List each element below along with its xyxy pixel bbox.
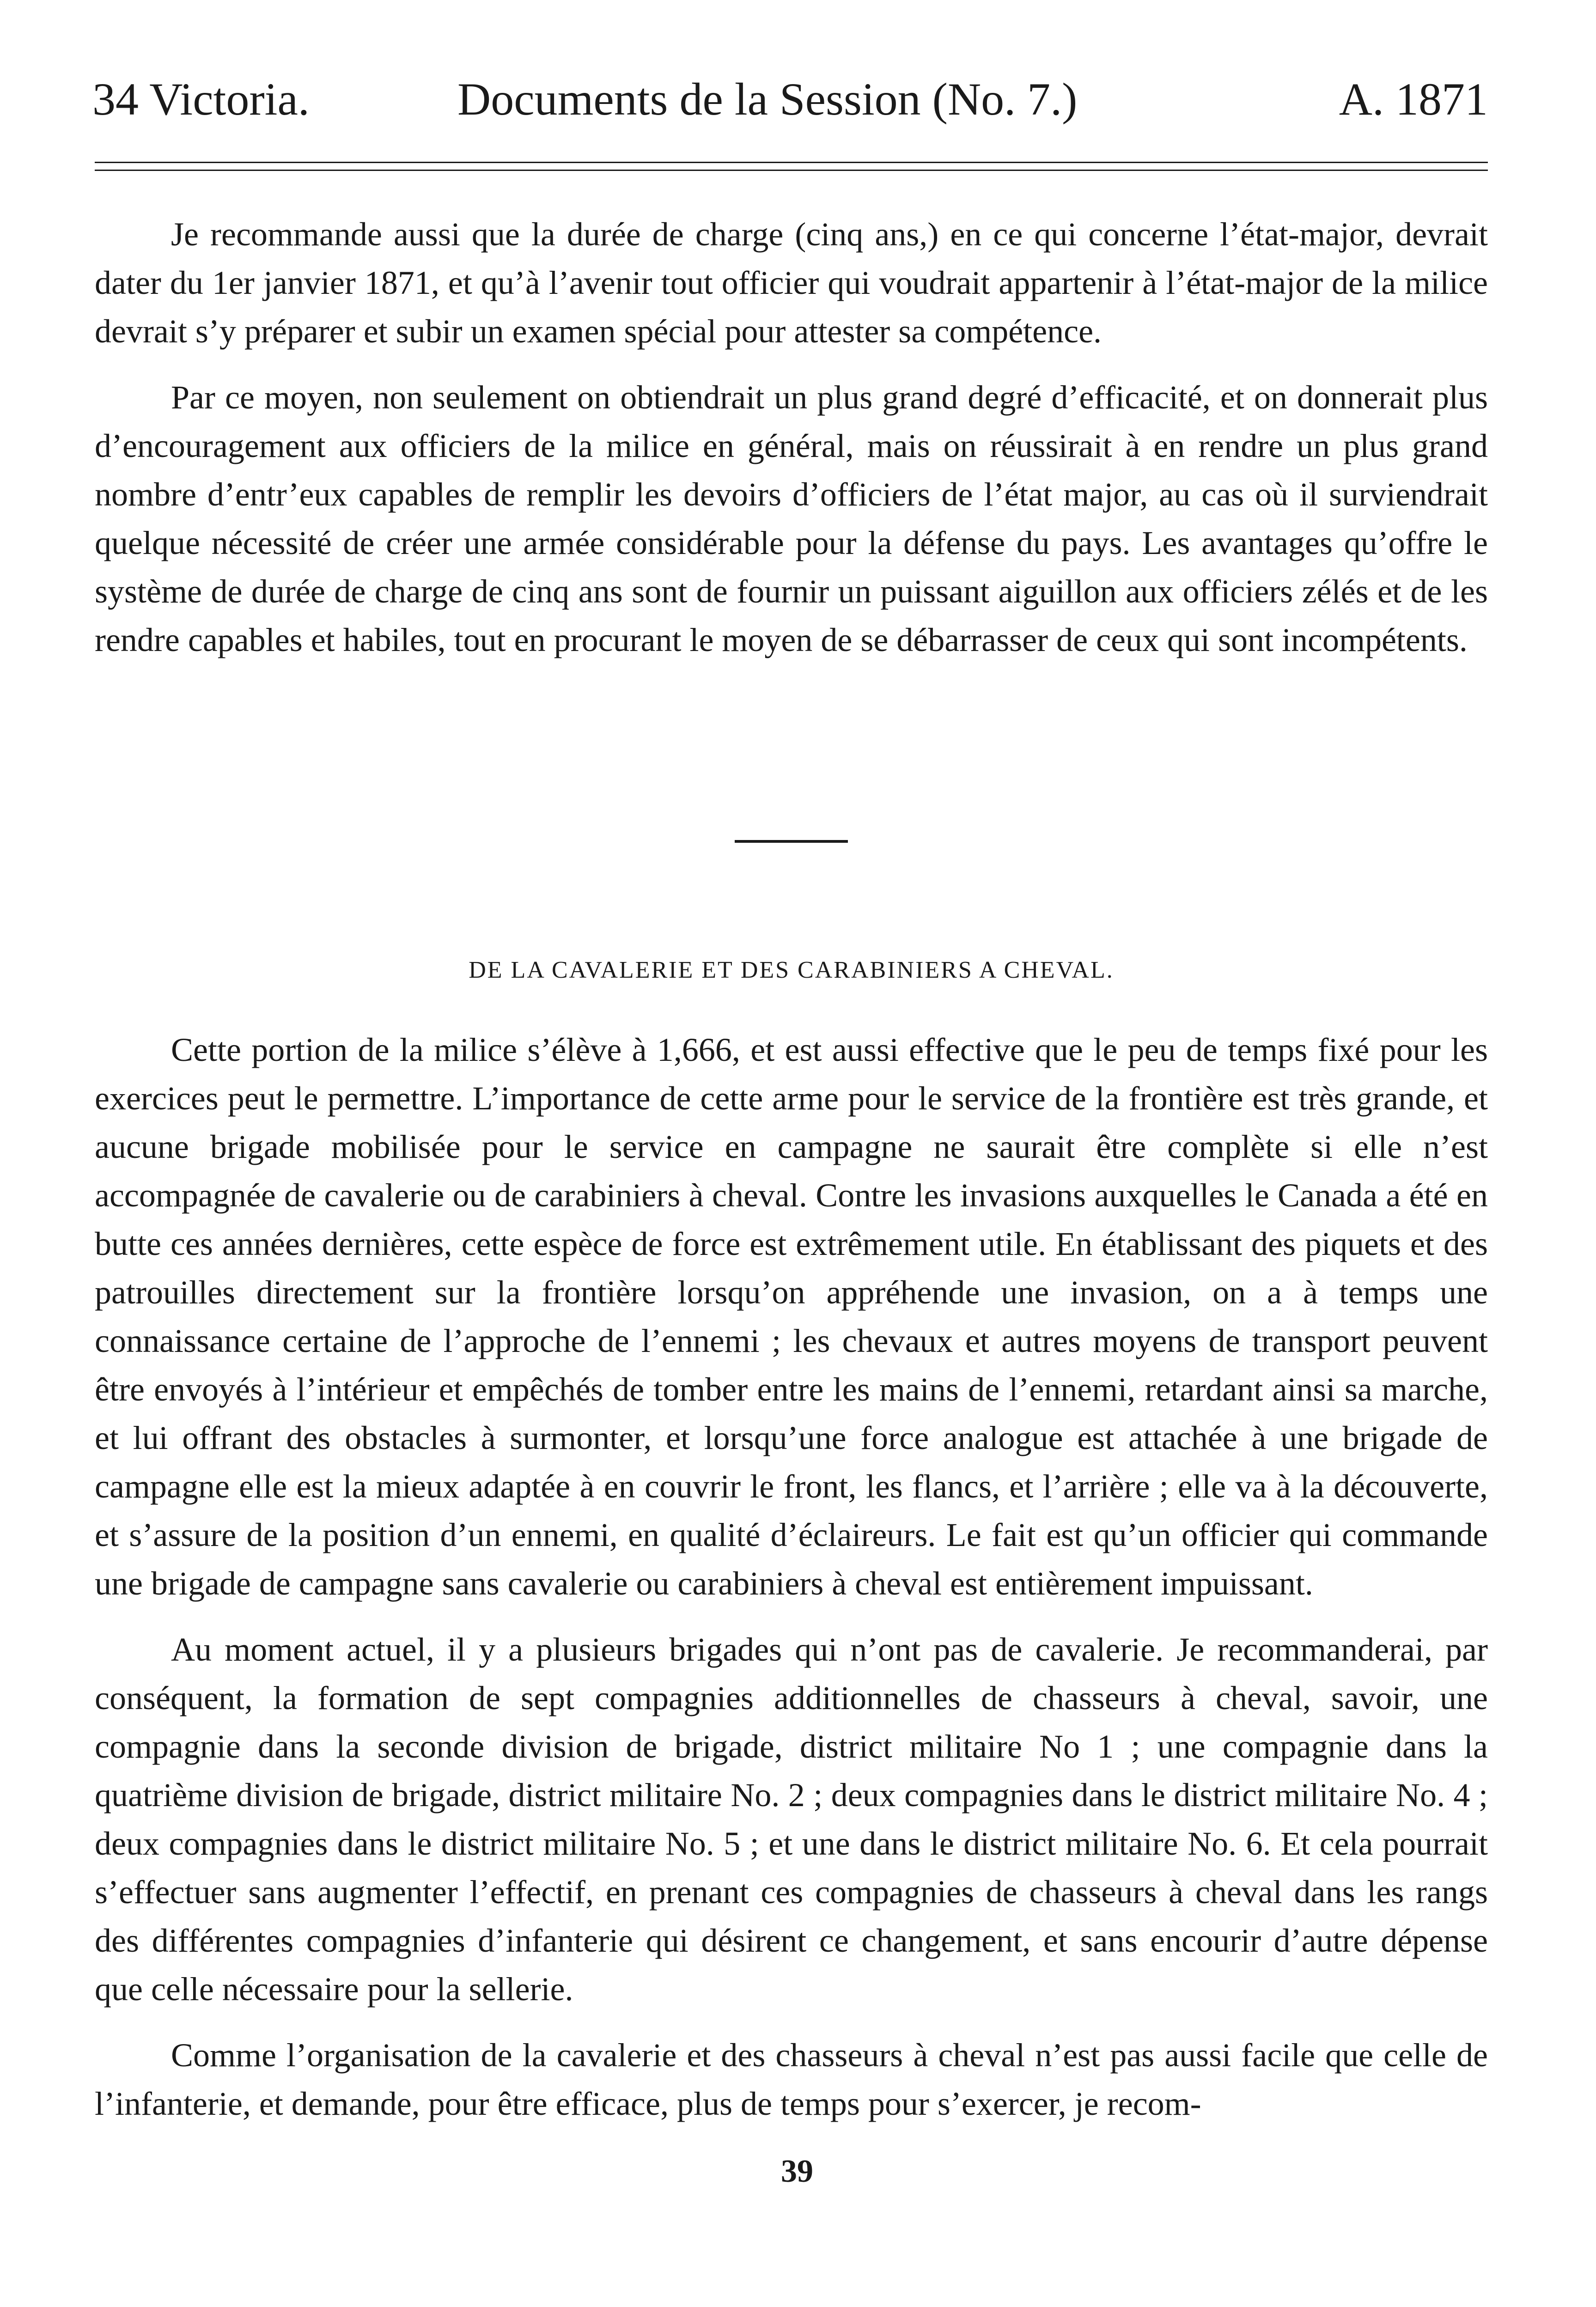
intro-paragraph-2: Par ce moyen, non seulement on obtiendrait un plus grand degré d’efficacité, et on donnerait plus d’encouragement aux officiers de la milice en général, mais on réussirait à en rendre un plus grand nombre d’entr’eux capables de remplir les devoirs d’officiers de l’état major, au cas où il surviendrait quelque nécessité de créer une armée considérable pour la défense du pays. Les avantages qu’offre le système de durée de charge de cinq ans sont de fournir un puissant aiguillon aux officiers zélés et de les rendre capables et habiles, tout en procurant le moyen de se débarrasser de ceux qui sont incompétents.	[95, 379, 1488, 658]
header-left: 34 Victoria.	[92, 73, 310, 125]
header-right: A. 1871	[1339, 73, 1488, 125]
section-paragraph-3: Comme l’organisation de la cavalerie et des chasseurs à cheval n’est pas aussi facile que celle de l’infanterie, et demande, pour être efficace, plus de temps pour s’exercer, je recom-	[95, 2037, 1488, 2122]
intro-text	[95, 210, 1488, 664]
section-text	[95, 1026, 1488, 2128]
running-header	[92, 69, 1488, 129]
page-number: 39	[781, 2154, 813, 2189]
header-double-rule	[95, 162, 1488, 171]
header-center: Documents de la Session (No. 7.)	[457, 73, 1078, 125]
intro-paragraph-1: Je recommande aussi que la durée de charge (cinq ans,) en ce qui concerne l’état-major, devrait dater du 1er janvier 1871, et qu’à l’avenir tout officier qui voudrait appartenir à l’état-major de la milice devrait s’y préparer et subir un examen spécial pour attester sa compétence.	[95, 216, 1488, 350]
section-paragraph-2: Au moment actuel, il y a plusieurs brigades qui n’ont pas de cavalerie. Je recommanderai, par conséquent, la formation de sept compagnies additionnelles de chasseurs à cheval, savoir, une compagnie dans la seconde division de brigade, district militaire No 1 ; une compagnie dans la quatrième division de brigade, district militaire No. 2 ; deux compagnies dans le district militaire No. 4 ; deux compagnies dans le district militaire No. 5 ; et une dans le district militaire No. 6. Et cela pourrait s’effectuer sans augmenter l’effectif, en prenant ces compagnies de chasseurs à cheval dans les rangs des différentes compagnies d’infanterie qui désirent ce changement, et sans encourir d’autre dépense que celle nécessaire pour la sellerie.	[95, 1631, 1488, 2008]
section-divider	[735, 840, 848, 843]
section-paragraph-1: Cette portion de la milice s’élève à 1,666, et est aussi effective que le peu de temps fixé pour les exercices peut le permettre. L’importance de cette arme pour le service de la frontière est très grande, et aucune brigade mobilisée pour le service en campagne ne saurait être complète si elle n’est accompagnée de cavalerie ou de carabiniers à cheval. Contre les invasions auxquelles le Canada a été en butte ces années dernières, cette espèce de force est extrêmement utile. En établissant des piquets et des patrouilles directement sur la frontière lorsqu’on appréhende une invasion, on a à temps une connaissance certaine de l’approche de l’ennemi ; les chevaux et autres moyens de transport peuvent être envoyés à l’intérieur et empêchés de tomber entre les mains de l’ennemi, retardant ainsi sa marche, et lui offrant des obstacles à surmonter, et lorsqu’une force analogue est attachée à une brigade de campagne elle est la mieux adaptée à en couvrir le front, les flancs, et l’arrière ; elle va à la découverte, et s’assure de la position d’un ennemi, en qualité d’éclaireurs. Le fait est qu’un officier qui commande une brigade de campagne sans cavalerie ou carabiniers à cheval est entièrement impuissant.	[95, 1031, 1488, 1602]
section-title: DE LA CAVALERIE ET DES CARABINIERS A CHEVAL.	[469, 957, 1114, 983]
